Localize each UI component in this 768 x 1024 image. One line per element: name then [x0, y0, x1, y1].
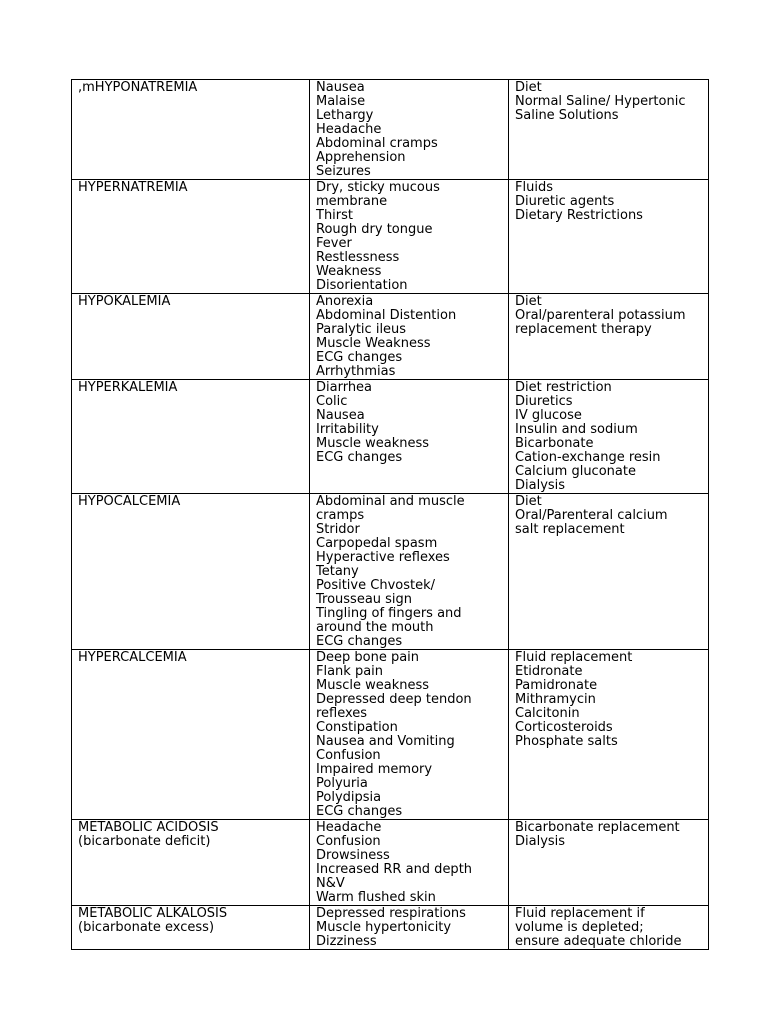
symptoms-line: Positive Chvostek/: [316, 578, 435, 593]
symptoms-line: Abdominal Distention: [316, 308, 457, 323]
condition-line: (bicarbonate excess): [78, 920, 215, 935]
treatment-cell: [509, 380, 709, 494]
symptoms-line: Muscle weakness: [316, 436, 430, 451]
symptoms-line: Stridor: [316, 522, 360, 537]
symptoms-line: ECG changes: [316, 350, 403, 365]
condition-cell: [72, 820, 310, 906]
treatment-line: Corticosteroids: [515, 720, 613, 735]
symptoms-line: ECG changes: [316, 634, 403, 649]
condition-line: METABOLIC ACIDOSIS: [78, 820, 219, 835]
symptoms-line: Irritability: [316, 422, 379, 437]
treatment-line: Calcium gluconate: [515, 464, 636, 479]
table-row: [72, 180, 709, 294]
table-row: [72, 650, 709, 820]
symptoms-line: reflexes: [316, 706, 368, 721]
symptoms-line: Abdominal and muscle: [316, 494, 465, 509]
symptoms-line: Muscle weakness: [316, 678, 430, 693]
treatment-line: Diet: [515, 494, 542, 509]
symptoms-line: Tetany: [316, 564, 359, 579]
symptoms-line: Polyuria: [316, 776, 368, 791]
treatment-cell: [509, 906, 709, 950]
symptoms-line: Disorientation: [316, 278, 408, 293]
treatment-line: Oral/parenteral potassium: [515, 308, 686, 323]
symptoms-line: Lethargy: [316, 108, 374, 123]
symptoms-line: Constipation: [316, 720, 398, 735]
condition-line: METABOLIC ALKALOSIS: [78, 906, 228, 921]
treatment-line: Diuretics: [515, 394, 573, 409]
treatment-line: ensure adequate chloride: [515, 934, 682, 949]
symptoms-line: Carpopedal spasm: [316, 536, 438, 551]
treatment-line: IV glucose: [515, 408, 582, 423]
treatment-line: Saline Solutions: [515, 108, 619, 123]
condition-cell: [72, 80, 310, 180]
symptoms-cell: [310, 650, 509, 820]
symptoms-cell: [310, 906, 509, 950]
symptoms-line: Confusion: [316, 834, 381, 849]
treatment-line: Diet: [515, 294, 542, 309]
symptoms-line: Trousseau sign: [316, 592, 413, 607]
treatment-line: Dialysis: [515, 478, 566, 493]
treatment-cell: [509, 494, 709, 650]
treatment-line: volume is depleted;: [515, 920, 644, 935]
symptoms-line: Colic: [316, 394, 348, 409]
treatment-line: Bicarbonate: [515, 436, 594, 451]
electrolyte-imbalance-table: [71, 79, 709, 950]
symptoms-line: Confusion: [316, 748, 381, 763]
symptoms-cell: [310, 294, 509, 380]
treatment-line: Etidronate: [515, 664, 583, 679]
treatment-line: Pamidronate: [515, 678, 598, 693]
condition-cell: [72, 380, 310, 494]
treatment-line: Normal Saline/ Hypertonic: [515, 94, 686, 109]
symptoms-line: Deep bone pain: [316, 650, 420, 665]
condition-line: HYPERNATREMIA: [78, 180, 188, 195]
table-row: [72, 80, 709, 180]
symptoms-line: Weakness: [316, 264, 382, 279]
symptoms-line: Malaise: [316, 94, 366, 109]
symptoms-line: Anorexia: [316, 294, 374, 309]
symptoms-line: Diarrhea: [316, 380, 373, 395]
symptoms-line: Headache: [316, 820, 382, 835]
condition-line: HYPERCALCEMIA: [78, 650, 187, 665]
treatment-cell: [509, 180, 709, 294]
treatment-line: replacement therapy: [515, 322, 652, 337]
condition-cell: [72, 494, 310, 650]
symptoms-line: Arrhythmias: [316, 364, 396, 379]
symptoms-line: Dizziness: [316, 934, 377, 949]
symptoms-cell: [310, 494, 509, 650]
symptoms-line: N&V: [316, 876, 345, 891]
condition-line: HYPOKALEMIA: [78, 294, 171, 309]
symptoms-line: around the mouth: [316, 620, 434, 635]
treatment-line: Fluid replacement if: [515, 906, 645, 921]
symptoms-line: Polydipsia: [316, 790, 382, 805]
symptoms-line: Depressed deep tendon: [316, 692, 472, 707]
symptoms-line: Paralytic ileus: [316, 322, 407, 337]
symptoms-line: Fever: [316, 236, 352, 251]
symptoms-line: ECG changes: [316, 804, 403, 819]
table-row: [72, 906, 709, 950]
symptoms-line: Increased RR and depth: [316, 862, 473, 877]
symptoms-line: Muscle Weakness: [316, 336, 431, 351]
table-body: [72, 80, 709, 950]
treatment-line: Diet: [515, 80, 542, 95]
symptoms-line: Muscle hypertonicity: [316, 920, 452, 935]
treatment-line: Oral/Parenteral calcium: [515, 508, 668, 523]
symptoms-line: Seizures: [316, 164, 371, 179]
symptoms-line: Depressed respirations: [316, 906, 466, 921]
symptoms-line: Nausea and Vomiting: [316, 734, 455, 749]
condition-cell: [72, 180, 310, 294]
symptoms-line: Hyperactive reflexes: [316, 550, 450, 565]
symptoms-line: Impaired memory: [316, 762, 433, 777]
table-row: [72, 380, 709, 494]
symptoms-line: Rough dry tongue: [316, 222, 433, 237]
treatment-line: Diet restriction: [515, 380, 612, 395]
symptoms-line: Restlessness: [316, 250, 400, 265]
symptoms-line: Nausea: [316, 80, 365, 95]
symptoms-cell: [310, 180, 509, 294]
treatment-line: salt replacement: [515, 522, 625, 537]
treatment-line: Bicarbonate replacement: [515, 820, 680, 835]
treatment-line: Fluid replacement: [515, 650, 633, 665]
treatment-line: Insulin and sodium: [515, 422, 638, 437]
treatment-cell: [509, 294, 709, 380]
condition-cell: [72, 906, 310, 950]
symptoms-line: membrane: [316, 194, 388, 209]
symptoms-line: cramps: [316, 508, 365, 523]
treatment-line: Dietary Restrictions: [515, 208, 643, 223]
symptoms-line: Abdominal cramps: [316, 136, 438, 151]
treatment-line: Fluids: [515, 180, 553, 195]
treatment-line: Mithramycin: [515, 692, 596, 707]
condition-cell: [72, 650, 310, 820]
treatment-cell: [509, 650, 709, 820]
symptoms-line: Thirst: [316, 208, 354, 223]
symptoms-line: ECG changes: [316, 450, 403, 465]
condition-line: (bicarbonate deficit): [78, 834, 211, 849]
treatment-line: Dialysis: [515, 834, 566, 849]
treatment-cell: [509, 80, 709, 180]
symptoms-line: Nausea: [316, 408, 365, 423]
symptoms-line: Flank pain: [316, 664, 384, 679]
condition-cell: [72, 294, 310, 380]
symptoms-line: Dry, sticky mucous: [316, 180, 440, 195]
condition-line: ,mHYPONATREMIA: [78, 80, 198, 95]
table-row: [72, 294, 709, 380]
treatment-cell: [509, 820, 709, 906]
symptoms-line: Tingling of fingers and: [316, 606, 462, 621]
treatment-line: Calcitonin: [515, 706, 580, 721]
symptoms-cell: [310, 820, 509, 906]
symptoms-cell: [310, 80, 509, 180]
treatment-line: Diuretic agents: [515, 194, 615, 209]
symptoms-line: Warm flushed skin: [316, 890, 436, 905]
condition-line: HYPERKALEMIA: [78, 380, 178, 395]
table-row: [72, 820, 709, 906]
symptoms-line: Apprehension: [316, 150, 406, 165]
table-row: [72, 494, 709, 650]
treatment-line: Phosphate salts: [515, 734, 618, 749]
treatment-line: Cation-exchange resin: [515, 450, 661, 465]
condition-line: HYPOCALCEMIA: [78, 494, 181, 509]
symptoms-line: Drowsiness: [316, 848, 390, 863]
symptoms-line: Headache: [316, 122, 382, 137]
symptoms-cell: [310, 380, 509, 494]
